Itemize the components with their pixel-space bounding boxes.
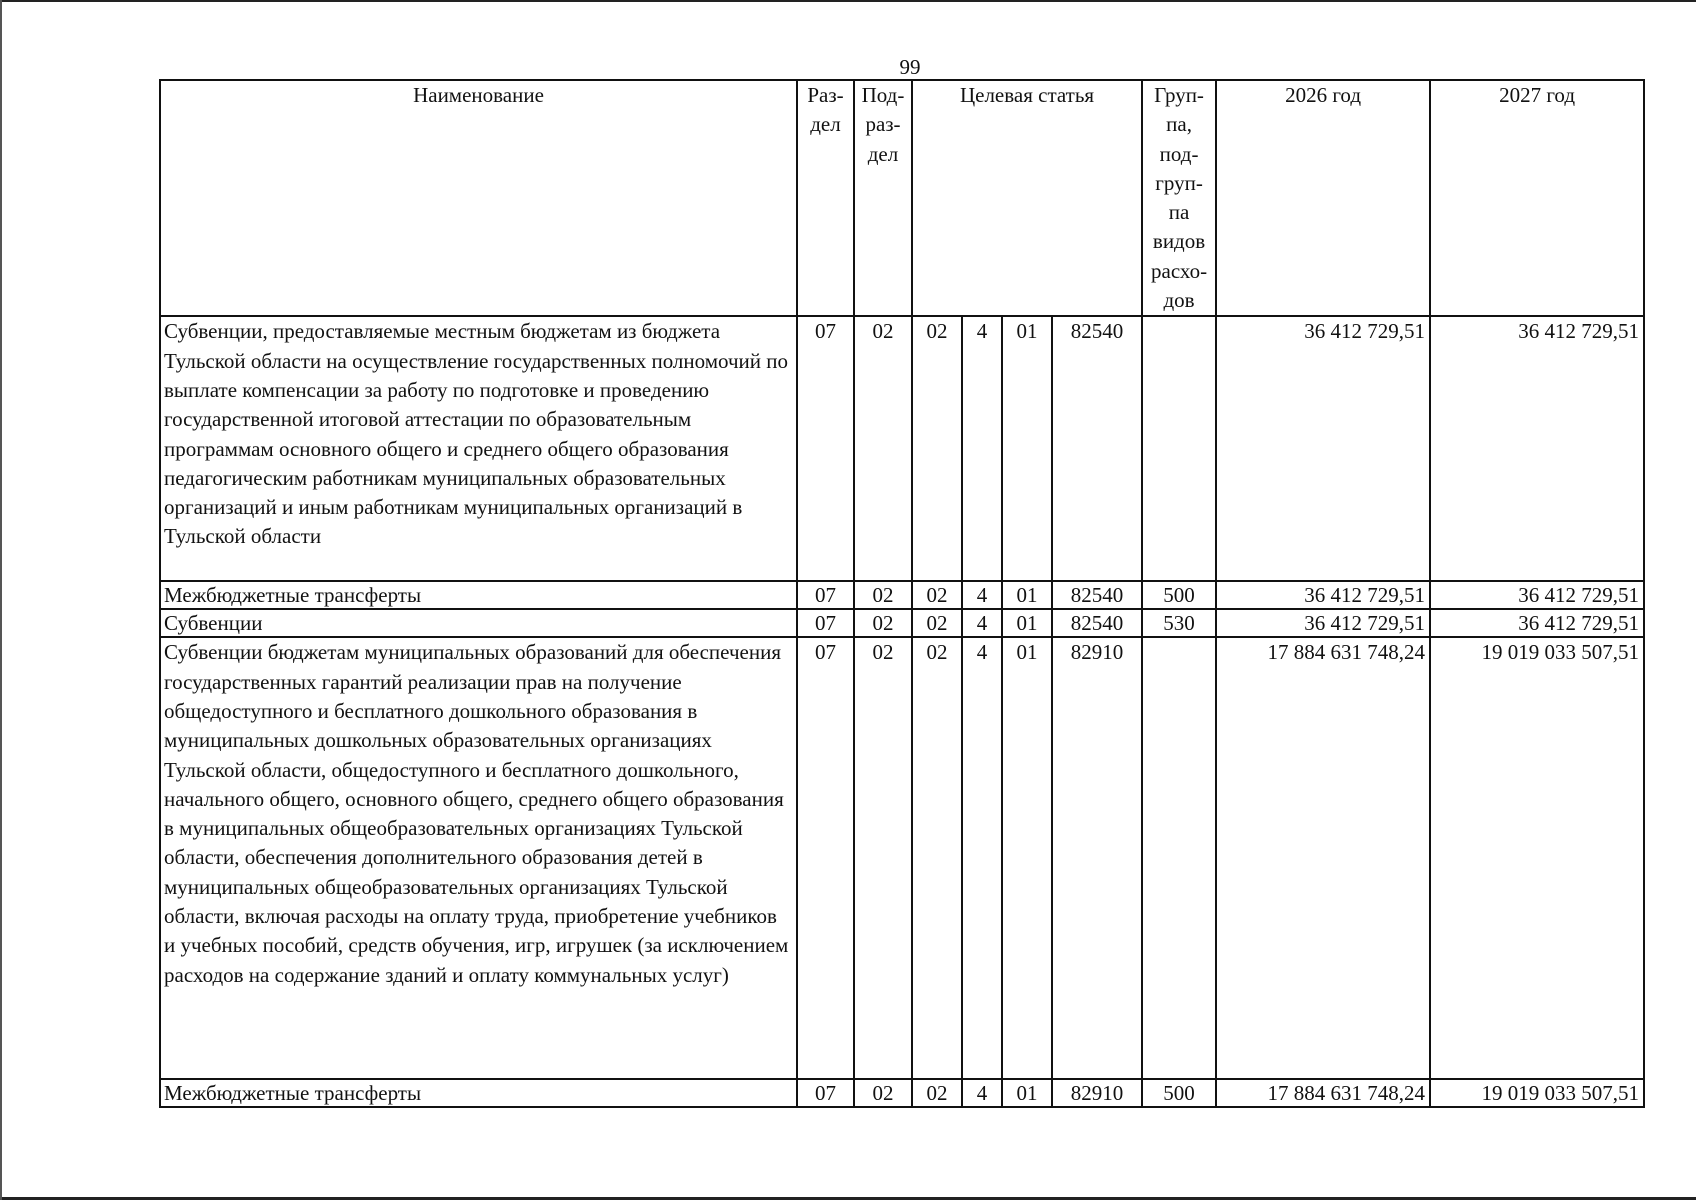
table-row	[160, 1079, 1644, 1107]
row-target-part2: 4	[962, 581, 1002, 609]
row-amount-2027: 36 412 729,51	[1430, 316, 1644, 581]
row-podrazdel: 02	[854, 609, 912, 637]
row-podrazdel: 02	[854, 1079, 912, 1107]
row-target-part3: 01	[1002, 637, 1052, 1079]
row-target-part3: 01	[1002, 1079, 1052, 1107]
header-expense-group: Груп- па, под- груп- па видов расхо- дов	[1142, 80, 1216, 316]
row-amount-2026: 17 884 631 748,24	[1216, 637, 1430, 1079]
budget-table	[159, 79, 1645, 1108]
header-2027: 2027 год	[1430, 80, 1644, 316]
row-name: Субвенции, предоставляемые местным бюджетам из бюджета Тульской области на осуществление государственных полномочий по выплате компенсации за работу по подготовке и проведению государственной итоговой аттестации по образовательным программам основного общего и среднего общего образования педагогическим работникам муниципальных образовательных организаций и иным работникам муниципальных организаций в Тульской области	[160, 316, 797, 581]
row-target-part2: 4	[962, 637, 1002, 1079]
page-number: 99	[899, 55, 921, 79]
row-expense-group: 500	[1142, 581, 1216, 609]
row-target-part1: 02	[912, 1079, 962, 1107]
row-amount-2027: 19 019 033 507,51	[1430, 637, 1644, 1079]
row-target-part4: 82540	[1052, 316, 1142, 581]
table-row	[160, 637, 1644, 1079]
table-row	[160, 609, 1644, 637]
scan-edge-left	[0, 0, 2, 1200]
row-target-part4: 82910	[1052, 1079, 1142, 1107]
scan-edge-top	[0, 0, 1696, 2]
header-row	[160, 80, 1644, 316]
row-target-part1: 02	[912, 316, 962, 581]
row-expense-group: 530	[1142, 609, 1216, 637]
row-target-part2: 4	[962, 316, 1002, 581]
row-target-part1: 02	[912, 637, 962, 1079]
row-target-part3: 01	[1002, 316, 1052, 581]
row-podrazdel: 02	[854, 581, 912, 609]
row-amount-2026: 17 884 631 748,24	[1216, 1079, 1430, 1107]
row-amount-2027: 36 412 729,51	[1430, 609, 1644, 637]
row-name: Межбюджетные трансферты	[160, 1079, 797, 1107]
row-razdel: 07	[797, 609, 854, 637]
row-name: Субвенции	[160, 609, 797, 637]
table-row	[160, 316, 1644, 581]
header-razdel: Раз- дел	[797, 80, 854, 316]
row-target-part4: 82540	[1052, 581, 1142, 609]
row-target-part4: 82540	[1052, 609, 1142, 637]
row-razdel: 07	[797, 581, 854, 609]
header-podrazdel: Под- раз- дел	[854, 80, 912, 316]
row-expense-group: 500	[1142, 1079, 1216, 1107]
row-name: Субвенции бюджетам муниципальных образований для обеспечения государственных гарантий реализации прав на получение общедоступного и бесплатного дошкольного образования в муниципальных дошкольных образовательных организациях Тульской области, общедоступного и бесплатного дошкольного, начального общего, основного общего, среднего общего образования в муниципальных общеобразовательных организациях Тульской области, обеспечения дополнительного образования детей в муниципальных общеобразовательных организациях Тульской области, включая расходы на оплату труда, приобретение учебников и учебных пособий, средств обучения, игр, игрушек (за исключением расходов на содержание зданий и оплату коммунальных услуг)	[160, 637, 797, 1079]
row-target-part2: 4	[962, 609, 1002, 637]
row-amount-2027: 36 412 729,51	[1430, 581, 1644, 609]
row-amount-2026: 36 412 729,51	[1216, 609, 1430, 637]
row-razdel: 07	[797, 637, 854, 1079]
row-expense-group	[1142, 316, 1216, 581]
row-target-part4: 82910	[1052, 637, 1142, 1079]
row-expense-group	[1142, 637, 1216, 1079]
table-row	[160, 581, 1644, 609]
row-target-part3: 01	[1002, 581, 1052, 609]
row-podrazdel: 02	[854, 637, 912, 1079]
row-name: Межбюджетные трансферты	[160, 581, 797, 609]
row-target-part1: 02	[912, 581, 962, 609]
row-amount-2027: 19 019 033 507,51	[1430, 1079, 1644, 1107]
header-2026: 2026 год	[1216, 80, 1430, 316]
row-amount-2026: 36 412 729,51	[1216, 581, 1430, 609]
header-target-article: Целевая статья	[912, 80, 1142, 316]
row-razdel: 07	[797, 1079, 854, 1107]
header-name: Наименование	[160, 80, 797, 316]
row-target-part1: 02	[912, 609, 962, 637]
row-podrazdel: 02	[854, 316, 912, 581]
row-target-part3: 01	[1002, 609, 1052, 637]
row-target-part2: 4	[962, 1079, 1002, 1107]
row-amount-2026: 36 412 729,51	[1216, 316, 1430, 581]
row-razdel: 07	[797, 316, 854, 581]
